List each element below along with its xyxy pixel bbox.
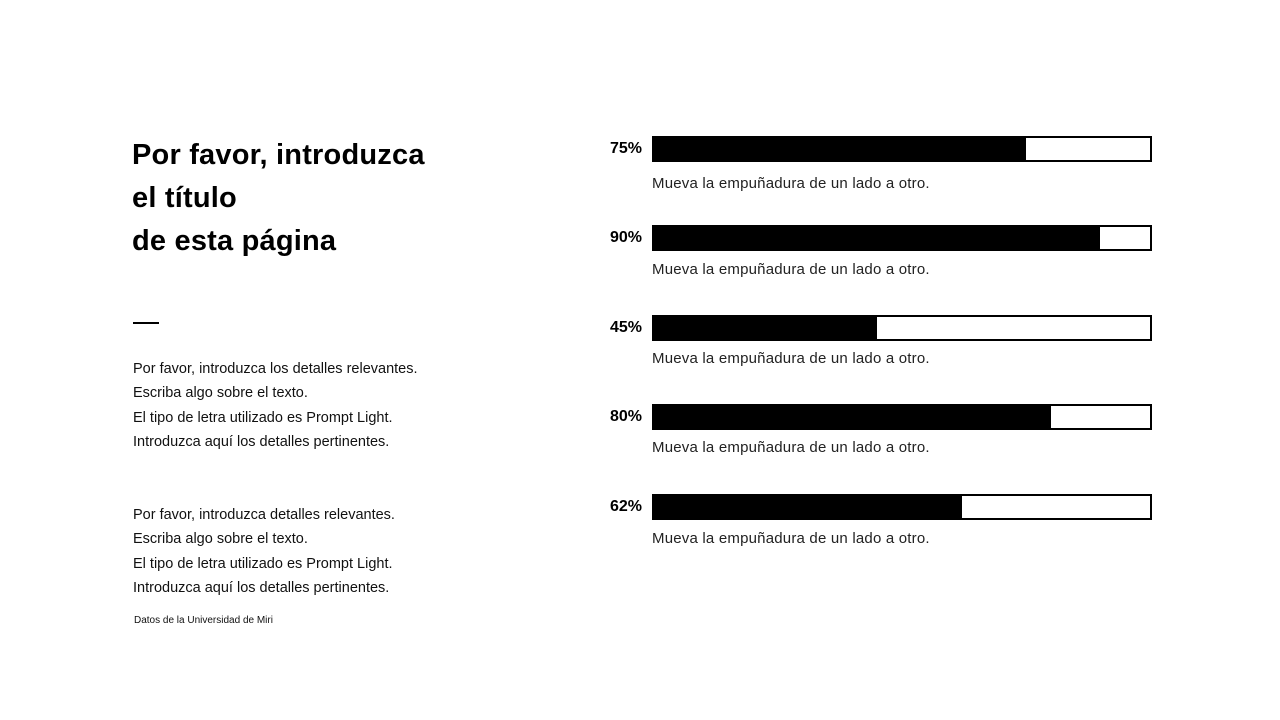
progress-track [652,136,1152,162]
progress-caption: Mueva la empuñadura de un lado a otro. [652,175,930,192]
progress-fill [654,227,1100,249]
progress-fill [654,317,877,339]
paragraph-line: Introduzca aquí los detalles pertinentes. [133,434,390,451]
page-title [132,134,425,263]
progress-fill [654,138,1026,160]
progress-caption: Mueva la empuñadura de un lado a otro. [652,530,930,547]
details-paragraph-1 [133,357,418,455]
progress-percent-label: 90% [609,229,642,246]
progress-percent-label: 80% [609,408,642,425]
progress-caption: Mueva la empuñadura de un lado a otro. [652,439,930,456]
progress-row-2 [600,225,1160,295]
title-line: el título [132,182,237,214]
paragraph-line: El tipo de letra utilizado es Prompt Light. [133,555,393,572]
paragraph-line: Introduzca aquí los detalles pertinentes. [133,580,390,597]
progress-track [652,315,1152,341]
progress-percent-label: 62% [609,498,642,515]
progress-fill [654,406,1051,428]
progress-track [652,404,1152,430]
progress-row-3 [600,315,1160,385]
paragraph-line: Escriba algo sobre el texto. [133,531,308,548]
source-note: Datos de la Universidad de Miri [134,615,273,626]
progress-row-5 [600,494,1160,564]
title-divider [133,322,159,324]
paragraph-line: Por favor, introduzca detalles relevantes. [133,507,395,523]
progress-track [652,494,1152,520]
paragraph-line: Por favor, introduzca los detalles relevantes. [133,361,418,377]
progress-track [652,225,1152,251]
progress-percent-label: 45% [609,319,642,336]
progress-percent-label: 75% [609,140,642,157]
progress-row-4 [600,404,1160,474]
progress-caption: Mueva la empuñadura de un lado a otro. [652,261,930,278]
paragraph-line: Escriba algo sobre el texto. [133,385,308,402]
progress-caption: Mueva la empuñadura de un lado a otro. [652,350,930,367]
details-paragraph-2 [133,503,395,601]
progress-fill [654,496,962,518]
title-line: de esta página [132,225,337,257]
paragraph-line: El tipo de letra utilizado es Prompt Light. [133,409,393,426]
title-line: Por favor, introduzca [132,139,425,171]
progress-row-1 [600,136,1160,206]
